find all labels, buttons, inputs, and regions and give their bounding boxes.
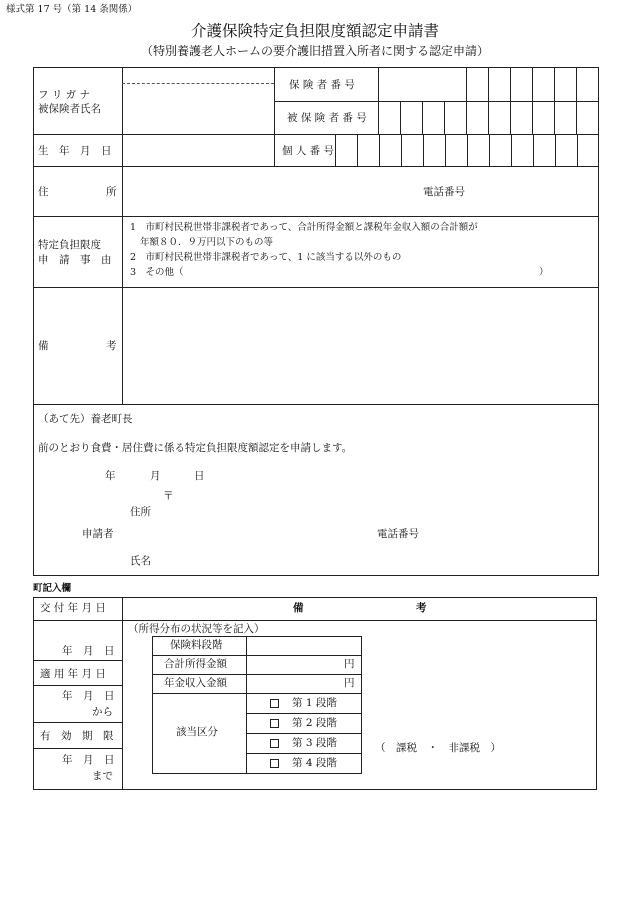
reason-label-1: 特定負担限度 [38, 239, 101, 251]
insured-number-label: 被 保 険 者 番 号 [287, 112, 367, 124]
reason-option-3-close: ） [539, 267, 549, 278]
total-income-yen: 円 [344, 658, 355, 670]
validity-until-suffix: まで [92, 770, 113, 782]
reason-option-1-cont: 年額８０．９万円以下のもの等 [140, 237, 274, 248]
applicant-address-label: 住所 [130, 506, 151, 518]
town-section-heading: 町記入欄 [33, 583, 72, 594]
applicant-phone-label: 電話番号 [377, 528, 419, 540]
insured-name-label: 被保険者氏名 [38, 103, 101, 115]
addressee: （あて先）養老町長 [38, 413, 133, 425]
apply-from-suffix: から [92, 706, 113, 718]
applicant-phone-field[interactable] [432, 525, 592, 541]
remarks-header-1: 備 [293, 602, 304, 614]
address-label-1: 住 [38, 186, 49, 198]
form-title: 介護保険特定負担限度額認定申請書 [190, 22, 439, 40]
phone-label: 電話番号 [423, 186, 465, 198]
form-number: 様式第 17 号（第 14 条関係） [6, 4, 138, 15]
stage-4-checkbox[interactable] [270, 759, 279, 768]
remarks-field[interactable] [124, 289, 596, 402]
applicant-label: 申請者 [82, 528, 114, 540]
validity-label: 有 効 期 限 [40, 730, 114, 742]
birth-date-label: 生 年 月 日 [38, 145, 112, 157]
stage-3-label: 第 3 段階 [292, 737, 337, 749]
apply-from-date: 年 月 日 [62, 690, 115, 702]
pension-income-field[interactable] [248, 676, 340, 691]
income-note: （所得分布の状況等を記入） [128, 623, 265, 635]
birth-date-field[interactable] [124, 136, 272, 164]
premium-stage-field[interactable] [248, 638, 360, 653]
pension-income-label: 年金収入金額 [164, 677, 227, 689]
address-field[interactable] [124, 168, 414, 214]
tax-status[interactable]: （ 課税 ・ 非課税 ） [375, 742, 501, 754]
postal-mark: 〒 [163, 490, 174, 502]
stage-4-label: 第 4 段階 [292, 757, 337, 769]
stage-2-label: 第 2 段階 [292, 717, 337, 729]
stage-1-label: 第 1 段階 [292, 697, 337, 709]
date-month: 月 [150, 470, 161, 482]
stage-3-checkbox[interactable] [270, 739, 279, 748]
total-income-field[interactable] [248, 657, 340, 672]
issue-date-value: 年 月 日 [62, 645, 115, 657]
applicant-name-field[interactable] [160, 552, 460, 568]
insured-name-field[interactable] [124, 85, 272, 132]
reason-label-2: 申 請 事 由 [38, 254, 112, 266]
individual-number-label: 個 人 番 号 [282, 145, 335, 157]
reason-option-1[interactable]: 1 市町村民税世帯非課税者であって、合計所得金額と課税年金収入額の合計額が [130, 222, 478, 233]
validity-until-date: 年 月 日 [62, 754, 115, 766]
form-subtitle: （特別養護老人ホームの要介護旧措置入所者に関する認定申請） [140, 44, 489, 58]
pension-income-yen: 円 [344, 677, 355, 689]
premium-stage-label: 保険料段階 [170, 639, 223, 651]
issue-date-label: 交 付 年 月 日 [40, 602, 106, 614]
remarks-header-2: 考 [416, 602, 427, 614]
total-income-label: 合計所得金額 [164, 658, 227, 670]
insurer-number-label: 保 険 者 番 号 [289, 79, 355, 91]
stage-1-checkbox[interactable] [270, 699, 279, 708]
phone-field[interactable] [476, 168, 596, 214]
remarks-label-2: 考 [106, 340, 117, 352]
stage-2-checkbox[interactable] [270, 719, 279, 728]
reason-option-2[interactable]: 2 市町村民税世帯非課税者であって、1 に該当する以外のもの [130, 252, 402, 263]
declaration-statement: 前のとおり食費・居住費に係る特定負担限度額認定を申請します。 [38, 442, 353, 454]
reason-option-3[interactable]: 3 その他（ [130, 267, 184, 278]
date-day: 日 [194, 470, 205, 482]
applicant-address-field[interactable] [160, 503, 460, 519]
date-year: 年 [105, 470, 116, 482]
furigana-label: フ リ ガ ナ [38, 89, 91, 101]
address-label-2: 所 [106, 186, 117, 198]
category-label: 該当区分 [176, 726, 218, 738]
applicant-name-label: 氏名 [130, 555, 151, 567]
remarks-label-1: 備 [38, 340, 49, 352]
apply-date-label: 適 用 年 月 日 [40, 668, 106, 680]
